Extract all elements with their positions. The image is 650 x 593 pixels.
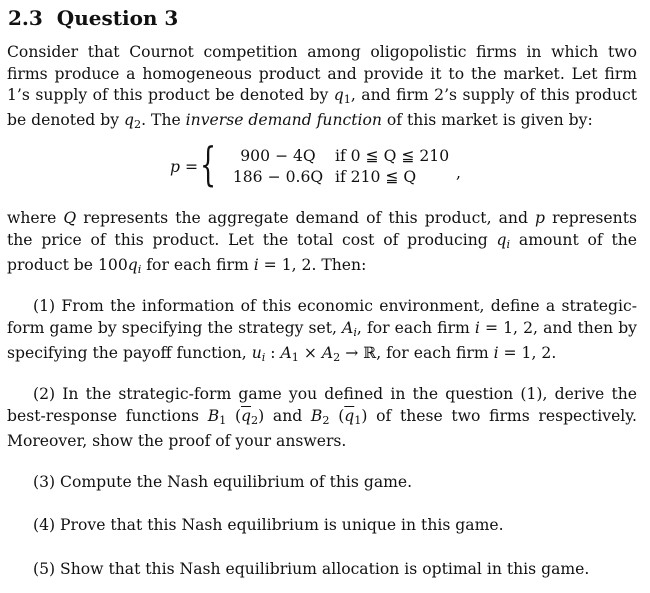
math-i: i bbox=[493, 343, 499, 362]
math-q2: $q_2$ bbox=[124, 111, 142, 132]
equation-expr: 186 − 0.6Q bbox=[232, 168, 324, 186]
demand-equation bbox=[170, 137, 470, 191]
left-brace: { bbox=[200, 137, 217, 191]
equation-comma: , bbox=[456, 164, 461, 182]
math-i: i bbox=[253, 255, 259, 274]
section-number: 2.3 bbox=[8, 6, 43, 30]
question-4: (4) Prove that this Nash equilibrium is unique in this game. bbox=[33, 516, 504, 534]
math-Ai: $A_i$ bbox=[342, 318, 357, 339]
equation-row bbox=[226, 146, 449, 167]
question-2: (2) In the strategic-form game you defined in the question (1), derive the best-response functions $B_1$ $(\overline{q}_2)$ and $B_2$ $(\overline{q}_1)$ of these two firms respectively. Moreover, show the proof of your answers. bbox=[7, 385, 637, 450]
emphasis-inverse-demand: inverse demand function bbox=[185, 111, 382, 130]
equation-row bbox=[226, 167, 416, 188]
equation-cond: if 0 ≦ Q ≦ 210 bbox=[334, 147, 450, 165]
where-paragraph: where Q represents the aggregate demand of this product, and p represents the price of this product. Let the total cost of producing $q_i$ amount of the product be $100q_i$ for each firm i = 1, 2. Then: bbox=[7, 209, 637, 276]
math-i: i bbox=[474, 318, 480, 337]
math-B2: $B_2$ $(\overline{q}_1)$ bbox=[310, 406, 368, 427]
math-p: p bbox=[535, 209, 545, 227]
equation-expr: 900 − 4Q bbox=[240, 147, 316, 165]
section-title: Question 3 bbox=[56, 6, 179, 30]
section-heading bbox=[8, 6, 178, 30]
intro-paragraph: Consider that Cournot competition among oligopolistic firms in which two firms produce a homogeneous product and provide it to the market. Let firm 1’s supply of this product be denoted by $q_1$, and firm 2’s supply of this product be denoted by $q_2$. The inverse demand function of this market is given by: bbox=[7, 43, 637, 132]
math-B1: $B_1$ $(\overline{q}_2)$ bbox=[207, 406, 265, 427]
math-q1: $q_1$ bbox=[333, 86, 351, 106]
question-1: (1) From the information of this economic environment, define a strategic-form game by specifying the strategy set, $A_i$, for each firm i = 1, 2, and then by specifying the payoff function, $u_i$ : $A_1 \times A_2$ → ℝ, for each firm i = 1, 2. bbox=[7, 297, 637, 364]
math-A1: $A_1$ bbox=[280, 343, 299, 364]
math-A2: $A_2$ bbox=[321, 343, 341, 364]
math-Q: Q bbox=[63, 209, 77, 227]
math-ui: $u_i$ bbox=[251, 343, 266, 364]
equation-lhs: p = bbox=[170, 158, 199, 176]
question-5: (5) Show that this Nash equilibrium allocation is optimal in this game. bbox=[33, 560, 590, 578]
question-3: (3) Compute the Nash equilibrium of this game. bbox=[33, 473, 413, 491]
math-qi: $q_i$ bbox=[496, 230, 511, 251]
equation-cond: if 210 ≦ Q bbox=[334, 168, 417, 186]
math-cost: $100q_i$ bbox=[97, 255, 142, 276]
